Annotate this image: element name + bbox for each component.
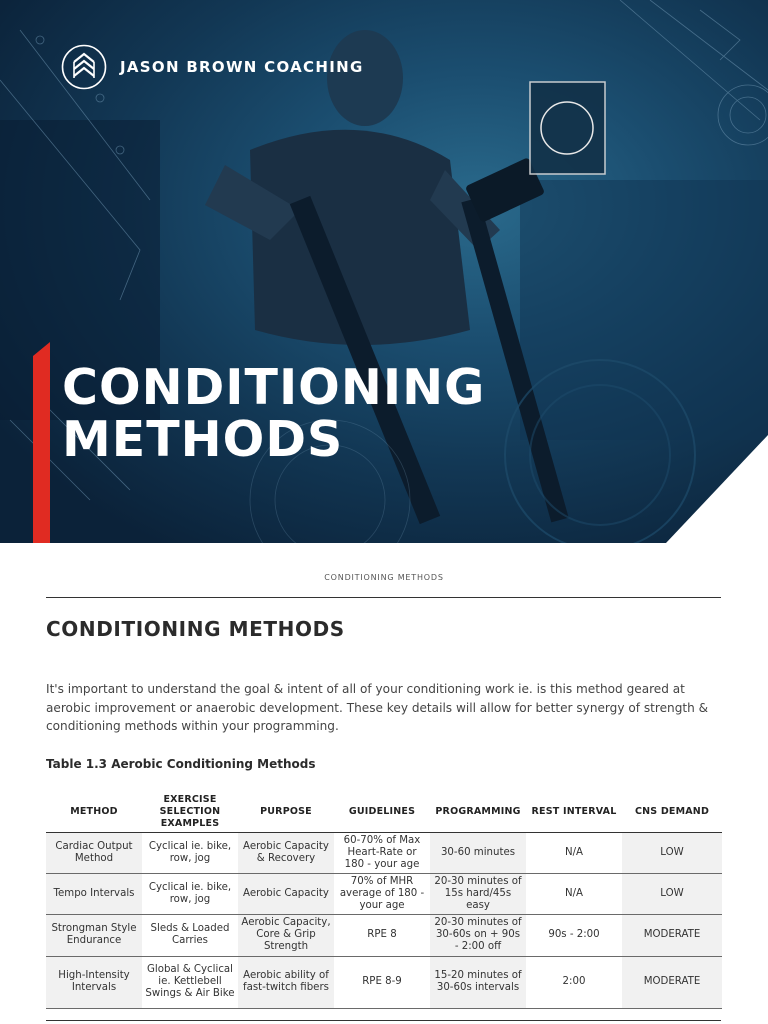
table-cell: 2:00 — [526, 956, 622, 1008]
red-accent-bar — [33, 356, 50, 543]
header-programming: PROGRAMMING — [430, 792, 526, 832]
table-cell: 70% of MHR average of 180 - your age — [334, 873, 430, 914]
running-head: CONDITIONING METHODS — [324, 573, 444, 582]
table-header-row — [46, 792, 722, 832]
table-caption: Table 1.3 Aerobic Conditioning Methods — [46, 757, 316, 771]
intro-paragraph: It's important to understand the goal & intent of all of your conditioning work ie. is this method geared at aerobic improvement or anaerobic development. These key details will allow for better synergy of strength & conditioning methods within your programming. — [46, 682, 709, 733]
header-exercise-selection: EXERCISE SELECTION EXAMPLES — [142, 792, 238, 832]
hero-title — [62, 359, 486, 468]
table-cell: Cyclical ie. bike, row, jog — [142, 832, 238, 873]
table-cell: Cardiac Output Method — [46, 832, 142, 873]
header-method: METHOD — [46, 792, 142, 832]
section-title: CONDITIONING METHODS — [46, 617, 345, 641]
brand-name: JASON BROWN COACHING — [120, 58, 364, 76]
table-cell: N/A — [526, 873, 622, 914]
table-row — [46, 914, 722, 956]
table-cell: Cyclical ie. bike, row, jog — [142, 873, 238, 914]
table-cell: MODERATE — [622, 956, 722, 1008]
hero-title-line-2: METHODS — [62, 411, 344, 468]
table-cell: Tempo Intervals — [46, 873, 142, 914]
table-cell: Sleds & Loaded Carries — [142, 914, 238, 956]
table-cell: LOW — [622, 873, 722, 914]
hero-corner-cut — [666, 435, 768, 543]
table-cell: 30-60 minutes — [430, 832, 526, 873]
table-cell: RPE 8-9 — [334, 956, 430, 1008]
chevron-shield-logo-icon — [61, 44, 107, 90]
table-cell: Global & Cyclical ie. Kettlebell Swings & Air Bike — [142, 956, 238, 1008]
table-cell: N/A — [526, 832, 622, 873]
header-guidelines: GUIDELINES — [334, 792, 430, 832]
table-row — [46, 873, 722, 914]
table-row — [46, 956, 722, 1008]
header-cns-demand: CNS DEMAND — [622, 792, 722, 832]
table-cell: 90s - 2:00 — [526, 914, 622, 956]
header-purpose: PURPOSE — [238, 792, 334, 832]
table-cell: LOW — [622, 832, 722, 873]
table-cell: Strongman Style Endurance — [46, 914, 142, 956]
table-cell: 20-30 minutes of 15s hard/45s easy — [430, 873, 526, 914]
table-cell: Aerobic Capacity — [238, 873, 334, 914]
table-cell: RPE 8 — [334, 914, 430, 956]
table-row — [46, 832, 722, 873]
table-cell: High-Intensity Intervals — [46, 956, 142, 1008]
hero-title-line-1: CONDITIONING — [62, 359, 486, 416]
conditioning-methods-table — [46, 792, 722, 1009]
table-cell: Aerobic Capacity, Core & Grip Strength — [238, 914, 334, 956]
header-rest-interval: REST INTERVAL — [526, 792, 622, 832]
table-cell: Aerobic ability of fast-twitch fibers — [238, 956, 334, 1008]
bottom-divider — [46, 1020, 721, 1021]
table-cell: 20-30 minutes of 30-60s on + 90s - 2:00 off — [430, 914, 526, 956]
table-cell: 60-70% of Max Heart-Rate or 180 - your age — [334, 832, 430, 873]
table-cell: Aerobic Capacity & Recovery — [238, 832, 334, 873]
table-cell: MODERATE — [622, 914, 722, 956]
top-divider — [46, 597, 721, 598]
table-cell: 15-20 minutes of 30-60s intervals — [430, 956, 526, 1008]
